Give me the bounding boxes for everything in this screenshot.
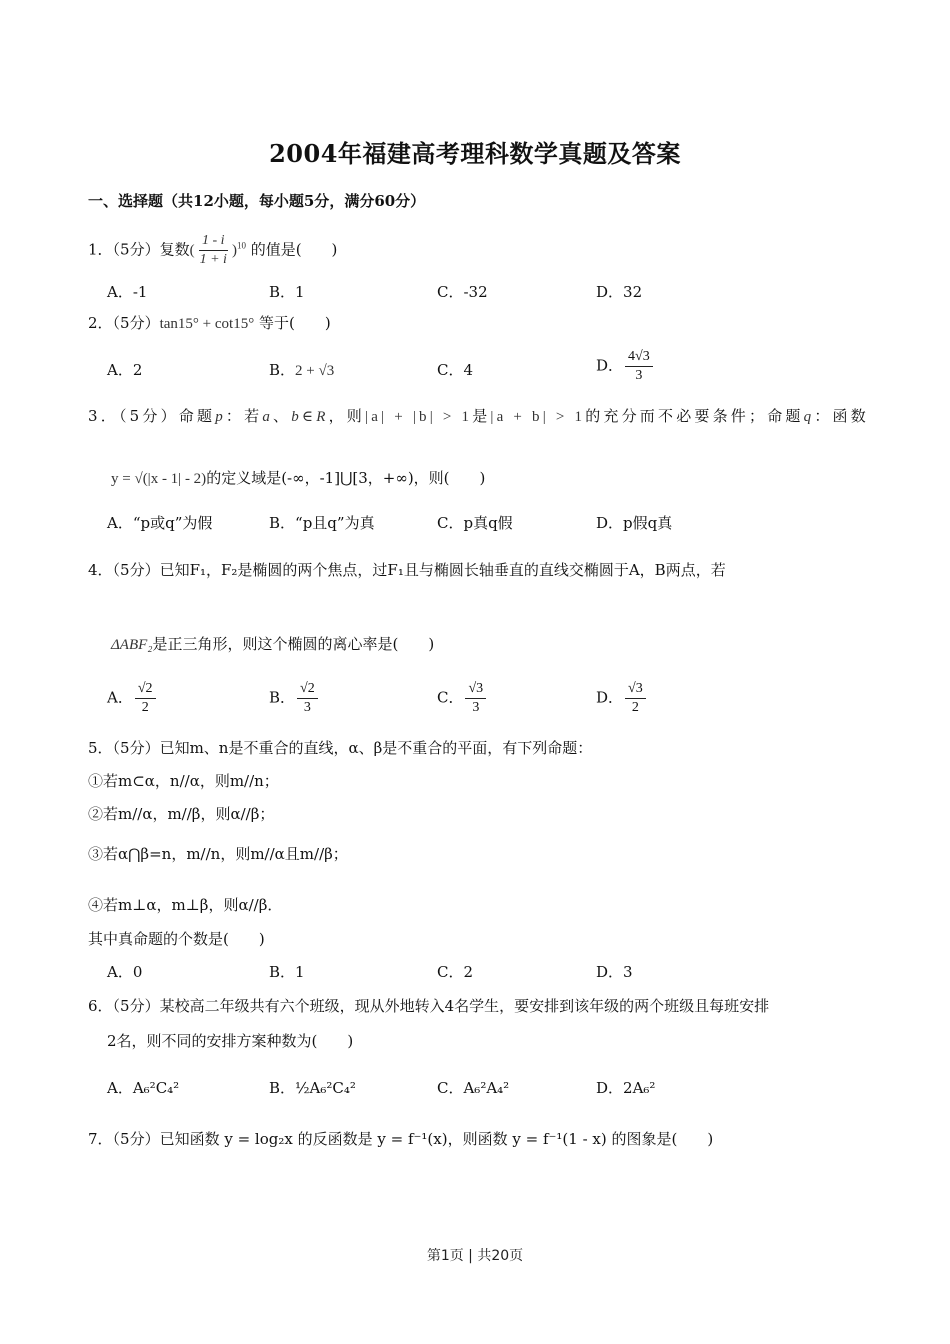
q4-option-c: C． $\frac{√3}{3}$	[437, 680, 488, 717]
question-4-line-2: ΔABF₂是正三角形，则这个椭圆的离心率是( )	[111, 635, 435, 653]
q2-option-c: C．4	[437, 361, 474, 379]
page-footer: 第1页 | 共20页	[426, 1248, 524, 1264]
question-6-line-2: 2名，则不同的安排方案种数为( )	[107, 1032, 354, 1050]
question-6-line-1: 6．（5分）某校高二年级共有六个班级，现从外地转入4名学生，要安排到该年级的两个班级且每班安排	[88, 997, 770, 1015]
q3-option-d: D．p假q真	[596, 514, 673, 532]
q5-option-a: A．0	[107, 963, 143, 981]
question-3-line-2: y = √(|x - 1| - 2)的定义域是(-∞，-1]⋃[3，+∞)，则( )	[111, 469, 486, 487]
q6-option-b: B．½A₆²C₄²	[269, 1079, 356, 1097]
q5-proposition-1: ①若m⊂α，n//α，则m//n；	[88, 772, 279, 790]
q1-option-d: D．32	[596, 283, 643, 301]
page-title: 2004年福建高考理科数学真题及答案	[269, 139, 681, 168]
q3-option-b: B．“p且q”为真	[269, 514, 375, 532]
q1-prefix: 1．（5分）复数	[88, 240, 190, 259]
q5-option-d: D．3	[596, 963, 633, 981]
q1-option-b: B．1	[269, 283, 305, 301]
q4-option-a: A． $\frac{√2}{2}$	[107, 680, 158, 717]
question-4-line-1: 4．（5分）已知F₁，F₂是椭圆的两个焦点，过F₁且与椭圆长轴垂直的直线交椭圆于A，B两点，若	[88, 561, 726, 579]
q3-option-a: A．“p或q”为假	[107, 514, 213, 532]
q2-option-d: D． $\frac{4√3}{3}$	[596, 348, 655, 385]
q2-option-b: B．2 + √3	[269, 361, 335, 379]
q5-option-b: B．1	[269, 963, 305, 981]
section-heading: 一、选择题（共12小题，每小题5分，满分60分）	[88, 192, 426, 210]
q2-option-a: A．2	[107, 361, 143, 379]
question-7: 7．（5分）已知函数 y = log₂x 的反函数是 y = f⁻¹(x)，则函数 y = f⁻¹(1 - x) 的图象是( )	[88, 1130, 714, 1148]
q6-option-a: A．A₆²C₄²	[107, 1079, 180, 1097]
question-3-line-1: 3．（5分）命题p：若a、b∈R，则|a| + |b| > 1是|a + b| > 1的充分而不必要条件；命题q：函数	[88, 407, 869, 425]
q5-proposition-2: ②若m//α，m//β，则α//β；	[88, 805, 275, 823]
q1-fraction: $\frac{1 - i}{1 + i}$	[199, 233, 227, 267]
q1-option-a: A．-1	[107, 283, 148, 301]
question-1: 1．（5分）复数( $\frac{1 - i}{1 + i}$ )$^{10}$ 的值是( )	[88, 233, 338, 267]
q4-option-d: D． $\frac{√3}{2}$	[596, 680, 648, 717]
q2-expression: tan15° + cot15°	[159, 316, 255, 332]
q4-option-b: B． $\frac{√2}{3}$	[269, 680, 320, 717]
question-2: 2．（5分）tan15° + cot15° 等于( )	[88, 314, 331, 332]
q5-proposition-3: ③若α⋂β=n，m//n，则m//α且m//β；	[88, 845, 348, 863]
q1-option-c: C．-32	[437, 283, 488, 301]
q6-option-d: D．2A₆²	[596, 1079, 656, 1097]
q6-option-c: C．A₆²A₄²	[437, 1079, 510, 1097]
q5-option-c: C．2	[437, 963, 474, 981]
q3-option-c: C．p真q假	[437, 514, 513, 532]
question-5-line-1: 5．（5分）已知m、n是不重合的直线，α、β是不重合的平面，有下列命题：	[88, 739, 593, 757]
q5-question: 其中真命题的个数是( )	[88, 930, 265, 948]
q5-proposition-4: ④若m⊥α，m⊥β，则α//β．	[88, 896, 283, 914]
